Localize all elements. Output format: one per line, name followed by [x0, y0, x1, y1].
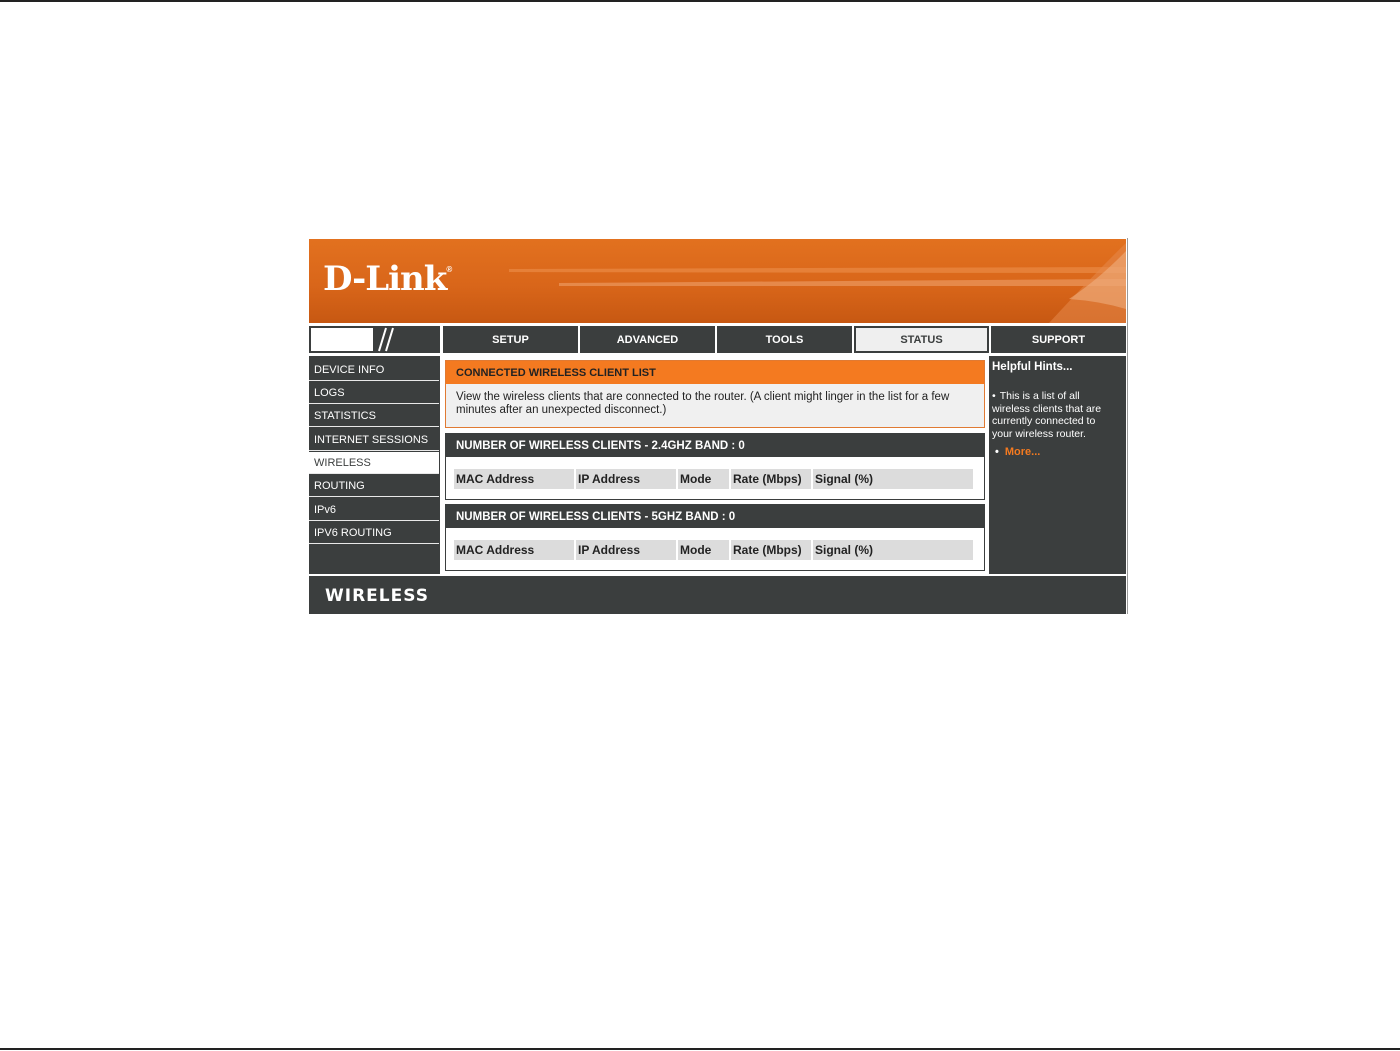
header-banner	[309, 239, 1126, 323]
band-24ghz-panel	[445, 433, 985, 500]
tab-advanced[interactable]: ADVANCED	[580, 326, 715, 353]
sidebar-item-logs[interactable]: LOGS	[309, 382, 439, 404]
column-rate: Rate (Mbps)	[733, 472, 802, 486]
hints-title: Helpful Hints...	[992, 361, 1073, 373]
sidebar-item-wireless[interactable]: WIRELESS	[309, 452, 439, 474]
section-description: View the wireless clients that are connected to the router. (A client might linger in the list for a few minutes after an unexpected disconnect.)	[456, 391, 950, 416]
column-rate: Rate (Mbps)	[733, 543, 802, 557]
bullet-icon: •	[995, 446, 999, 458]
column-signal: Signal (%)	[815, 543, 874, 557]
dlink-logo: D-Link®	[323, 259, 452, 299]
hints-text: • This is a list of all wireless clients that are currently connected to your wireless router.	[992, 390, 1102, 440]
column-mode: Mode	[680, 543, 712, 557]
tab-setup[interactable]: SETUP	[443, 326, 578, 353]
sidebar-item-ipv6[interactable]: IPv6	[309, 499, 439, 521]
top-navigation	[309, 326, 1126, 353]
sidebar-item-internet-sessions[interactable]: INTERNET SESSIONS	[309, 429, 439, 451]
band-24ghz-table-header	[454, 469, 973, 489]
band-5ghz-panel	[445, 504, 985, 571]
column-ip-address: IP Address	[578, 543, 641, 557]
column-mac-address: MAC Address	[456, 472, 535, 486]
sidebar-item-ipv6-routing[interactable]: IPV6 ROUTING	[309, 522, 439, 544]
page-top-rule	[0, 0, 1400, 2]
main-content	[443, 356, 987, 574]
tab-support[interactable]: SUPPORT	[991, 326, 1126, 353]
column-mac-address: MAC Address	[456, 543, 535, 557]
band-24ghz-title: NUMBER OF WIRELESS CLIENTS - 2.4GHZ BAND : 0	[446, 434, 984, 457]
column-mode: Mode	[680, 472, 712, 486]
column-signal: Signal (%)	[815, 472, 874, 486]
slash-mark-icon	[369, 326, 409, 353]
bullet-icon: •	[992, 390, 996, 402]
router-admin-frame	[308, 238, 1128, 614]
sidebar-item-device-info[interactable]: DEVICE INFO	[309, 359, 439, 381]
tab-status[interactable]: STATUS	[854, 326, 989, 353]
column-ip-address: IP Address	[578, 472, 641, 486]
sidebar-item-routing[interactable]: ROUTING	[309, 475, 439, 497]
band-5ghz-title: NUMBER OF WIRELESS CLIENTS - 5GHZ BAND : 0	[446, 505, 984, 528]
helpful-hints-panel	[989, 356, 1126, 574]
page-bottom-rule	[0, 1048, 1400, 1050]
footer-wireless-label: WIRELESS	[325, 586, 429, 606]
band-5ghz-table-header	[454, 540, 973, 560]
footer-bar	[309, 576, 1126, 614]
sidebar-menu	[309, 356, 440, 574]
model-badge	[309, 326, 440, 353]
client-list-intro-panel	[445, 360, 985, 428]
sidebar-item-statistics[interactable]: STATISTICS	[309, 405, 439, 427]
hints-more-link[interactable]: • More...	[995, 446, 1041, 458]
section-title: CONNECTED WIRELESS CLIENT LIST	[446, 361, 984, 384]
tab-tools[interactable]: TOOLS	[717, 326, 852, 353]
